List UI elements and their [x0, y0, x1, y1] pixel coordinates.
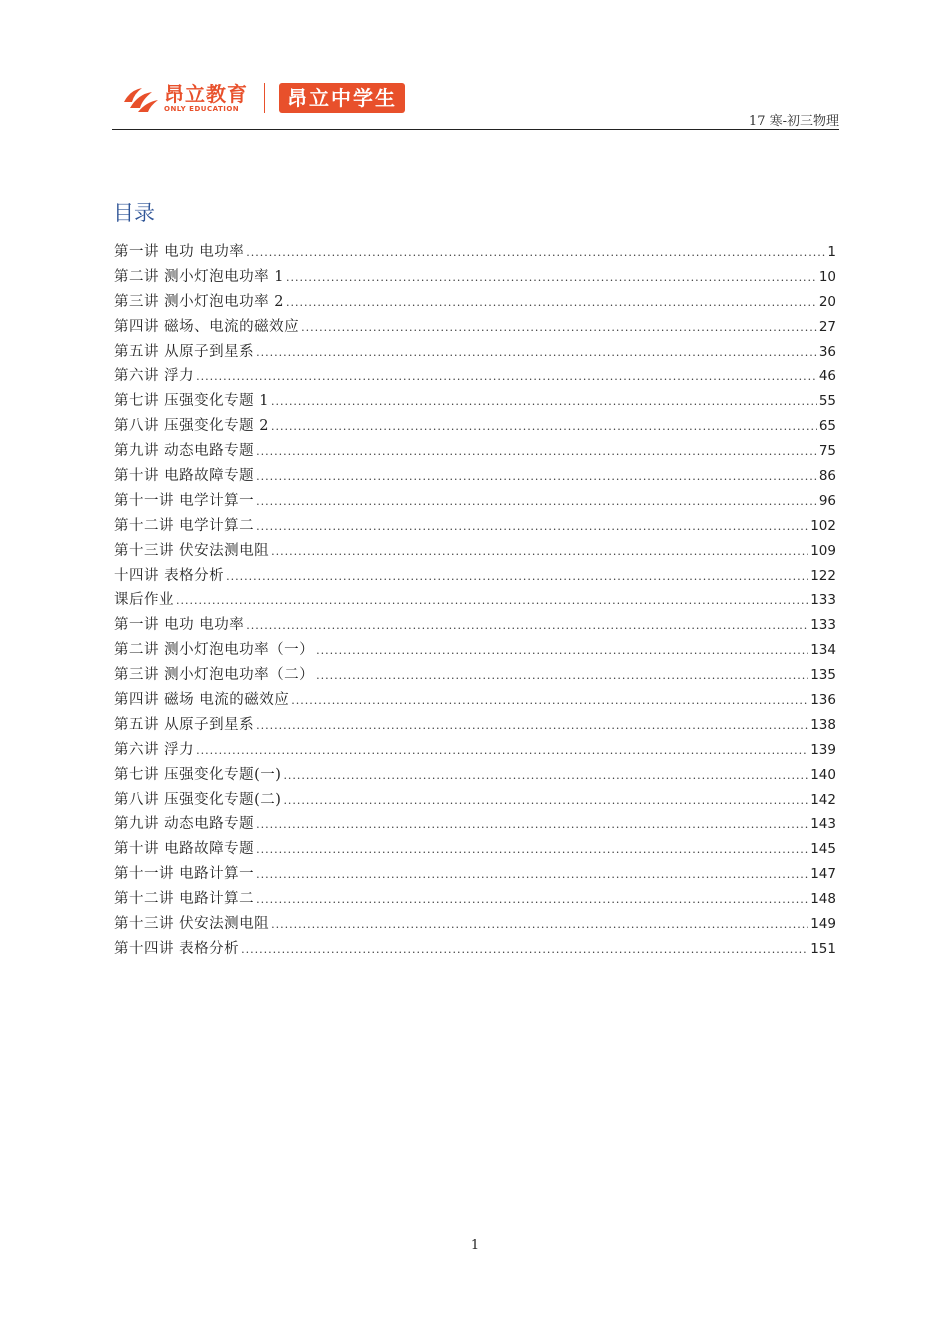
toc-dot-leader [271, 540, 808, 565]
toc-entry[interactable] [114, 315, 836, 340]
toc-entry-label: 第七讲 压强变化专题(一) [114, 766, 282, 783]
toc-entry-page: 138 [810, 716, 836, 733]
toc-entry[interactable] [114, 887, 836, 912]
toc-entry[interactable] [114, 763, 836, 788]
toc-dot-leader [256, 838, 808, 863]
toc-dot-leader [286, 266, 817, 291]
toc-list [114, 240, 836, 962]
toc-dot-leader [246, 614, 808, 639]
logo-text [164, 83, 248, 114]
toc-dot-leader [246, 241, 825, 266]
toc-entry-label: 课后作业 [114, 592, 174, 609]
toc-entry-page: 136 [810, 692, 836, 709]
toc-entry-page: 96 [818, 492, 836, 509]
toc-entry-label: 第十讲 电路故障专题 [114, 841, 255, 858]
brand-logo [120, 78, 405, 118]
toc-entry-page: 149 [810, 916, 836, 933]
toc-entry-page: 55 [818, 393, 836, 410]
toc-entry[interactable] [114, 564, 836, 589]
toc-entry-page: 75 [818, 443, 836, 460]
toc-entry[interactable] [114, 414, 836, 439]
toc-entry-label: 第三讲 测小灯泡电功率（二） [114, 667, 315, 684]
toc-entry[interactable] [114, 364, 836, 389]
toc-dot-leader [301, 316, 817, 341]
toc-entry-label: 第九讲 动态电路专题 [114, 816, 255, 833]
toc-entry[interactable] [114, 613, 836, 638]
toc-entry-label: 第六讲 浮力 [114, 368, 195, 385]
toc-dot-leader [256, 440, 817, 465]
toc-entry-page: 145 [810, 841, 836, 858]
toc-dot-leader [256, 863, 808, 888]
toc-entry[interactable] [114, 240, 836, 265]
toc-entry-label: 第十讲 电路故障专题 [114, 468, 255, 485]
toc-dot-leader [271, 390, 817, 415]
toc-entry-page: 140 [810, 766, 836, 783]
toc-entry[interactable] [114, 912, 836, 937]
toc-entry-page: 133 [810, 592, 836, 609]
toc-entry[interactable] [114, 937, 836, 962]
toc-entry-page: 148 [810, 891, 836, 908]
toc-entry[interactable] [114, 688, 836, 713]
toc-entry-label: 第十二讲 电路计算二 [114, 891, 255, 908]
toc-entry[interactable] [114, 464, 836, 489]
toc-entry-label: 第九讲 动态电路专题 [114, 443, 255, 460]
toc-entry-page: 133 [810, 617, 836, 634]
toc-entry-label: 第一讲 电功 电功率 [114, 617, 245, 634]
page-number: 1 [470, 1238, 480, 1253]
toc-entry-page: 10 [818, 268, 836, 285]
toc-entry[interactable] [114, 340, 836, 365]
toc-dot-leader [316, 664, 808, 689]
toc-entry[interactable] [114, 389, 836, 414]
toc-entry[interactable] [114, 290, 836, 315]
toc-entry[interactable] [114, 439, 836, 464]
toc-entry-label: 第一讲 电功 电功率 [114, 244, 245, 260]
toc-entry-page: 20 [818, 293, 836, 310]
toc-entry-page: 139 [810, 741, 836, 758]
page-header [112, 70, 839, 130]
course-label: 17 寒-初三物理 [748, 114, 839, 129]
only-education-logo-icon [120, 80, 160, 116]
toc-entry-label: 第五讲 从原子到星系 [114, 343, 255, 360]
toc-entry-label: 第三讲 测小灯泡电功率 2 [114, 293, 284, 310]
toc-entry-label: 第六讲 浮力 [114, 741, 195, 758]
toc-dot-leader [316, 639, 808, 664]
toc-entry-label: 第二讲 测小灯泡电功率 1 [114, 268, 284, 285]
toc-title: 目录 [113, 201, 155, 225]
toc-dot-leader [271, 415, 817, 440]
logo-main-text: 昂立教育 [164, 81, 248, 106]
toc-entry[interactable] [114, 862, 836, 887]
toc-entry-page: 147 [810, 866, 836, 883]
toc-entry[interactable] [114, 539, 836, 564]
header-rule [112, 129, 839, 130]
toc-dot-leader [256, 714, 808, 739]
toc-entry-label: 第十三讲 伏安法测电阻 [114, 916, 270, 933]
toc-entry[interactable] [114, 788, 836, 813]
toc-entry-label: 第七讲 压强变化专题 1 [114, 393, 269, 410]
toc-entry-page: 65 [818, 418, 836, 435]
toc-entry-label: 第十四讲 表格分析 [114, 940, 240, 957]
toc-entry-page: 102 [810, 517, 836, 534]
logo-divider [264, 83, 265, 113]
toc-dot-leader [291, 689, 808, 714]
toc-entry-label: 第四讲 磁场 电流的磁效应 [114, 692, 290, 709]
toc-entry-page: 46 [818, 368, 836, 385]
toc-dot-leader [256, 341, 817, 366]
toc-entry[interactable] [114, 812, 836, 837]
toc-entry-page: 122 [810, 567, 836, 584]
toc-entry-page: 86 [818, 468, 836, 485]
toc-entry-page: 134 [810, 642, 836, 659]
toc-dot-leader [256, 515, 808, 540]
toc-entry-label: 第五讲 从原子到星系 [114, 716, 255, 733]
toc-entry-label: 第八讲 压强变化专题 2 [114, 418, 269, 435]
toc-entry-page: 1 [827, 244, 836, 260]
toc-dot-leader [271, 913, 808, 938]
toc-entry-page: 27 [818, 318, 836, 335]
toc-entry[interactable] [114, 837, 836, 862]
toc-dot-leader [196, 365, 817, 390]
toc-entry[interactable] [114, 713, 836, 738]
toc-entry[interactable] [114, 265, 836, 290]
toc-dot-leader [226, 565, 808, 590]
toc-entry[interactable] [114, 663, 836, 688]
toc-entry-label: 第十二讲 电学计算二 [114, 517, 255, 534]
toc-dot-leader [256, 465, 817, 490]
toc-dot-leader [286, 291, 817, 316]
toc-entry[interactable] [114, 638, 836, 663]
toc-entry-label: 第四讲 磁场、电流的磁效应 [114, 318, 300, 335]
toc-entry-label: 第八讲 压强变化专题(二) [114, 791, 282, 808]
toc-entry[interactable] [114, 588, 836, 613]
toc-dot-leader [241, 938, 808, 963]
toc-entry-label: 第十一讲 电路计算一 [114, 866, 255, 883]
toc-dot-leader [176, 589, 808, 614]
toc-dot-leader [256, 888, 808, 913]
toc-dot-leader [283, 789, 808, 814]
toc-entry-page: 36 [818, 343, 836, 360]
toc-entry[interactable] [114, 738, 836, 763]
toc-entry[interactable] [114, 489, 836, 514]
toc-dot-leader [256, 813, 808, 838]
toc-dot-leader [196, 739, 808, 764]
toc-entry-page: 135 [810, 667, 836, 684]
toc-dot-leader [283, 764, 808, 789]
logo-sub-text: ONLY EDUCATION [164, 104, 240, 113]
toc-entry[interactable] [114, 514, 836, 539]
toc-entry-page: 142 [810, 791, 836, 808]
toc-entry-label: 第十三讲 伏安法测电阻 [114, 542, 270, 559]
brand-badge: 昂立中学生 [279, 83, 405, 113]
toc-entry-label: 第二讲 测小灯泡电功率（一） [114, 642, 315, 659]
toc-entry-label: 十四讲 表格分析 [114, 567, 225, 584]
toc-dot-leader [256, 490, 817, 515]
toc-entry-page: 151 [810, 940, 836, 957]
toc-entry-page: 143 [810, 816, 836, 833]
toc-entry-label: 第十一讲 电学计算一 [114, 492, 255, 509]
toc-entry-page: 109 [810, 542, 836, 559]
